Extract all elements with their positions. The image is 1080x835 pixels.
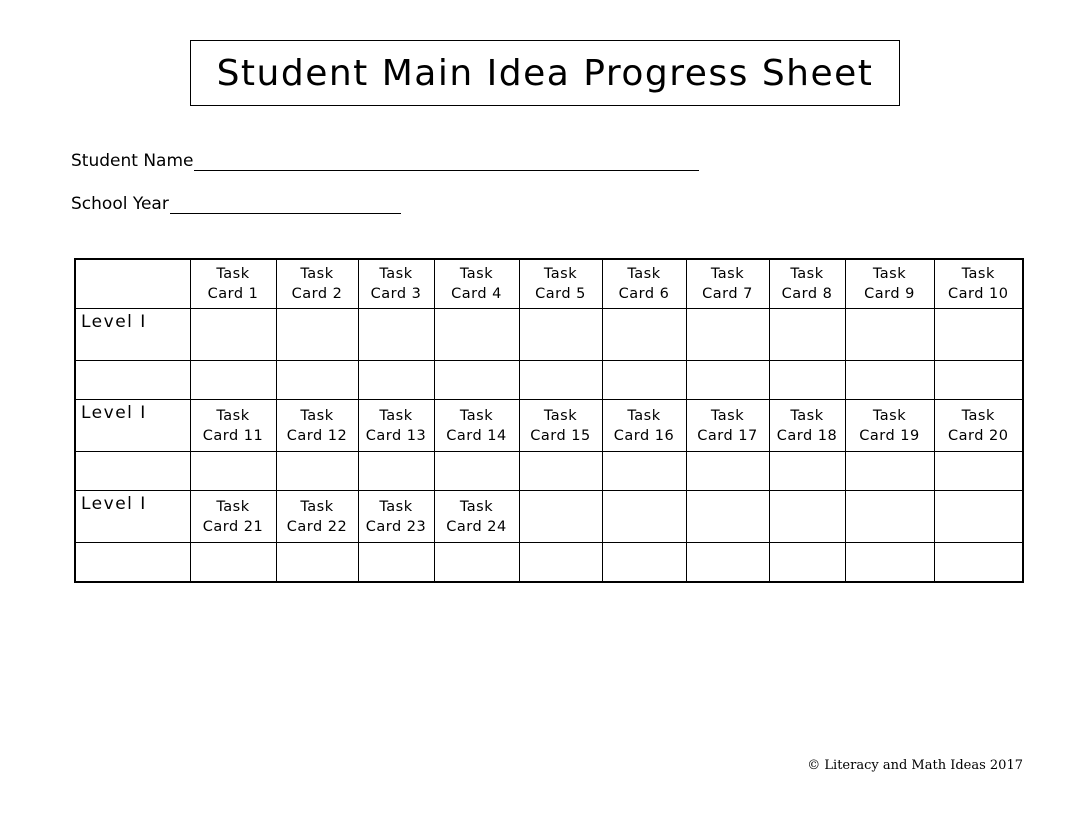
task-card-header: [190, 259, 276, 309]
student-name-line[interactable]: [194, 152, 699, 171]
header-row-1: [75, 259, 1023, 309]
blank-label-cell: [75, 452, 190, 491]
score-cell[interactable]: [686, 543, 769, 583]
level-row-1: [75, 309, 1023, 361]
task-card-header: [358, 491, 434, 543]
card-number: Card 12: [286, 427, 348, 444]
score-cell[interactable]: [686, 452, 769, 491]
level-label-cell: [75, 309, 190, 361]
task-card-header: [276, 259, 358, 309]
score-cell[interactable]: [276, 543, 358, 583]
score-cell[interactable]: [769, 361, 845, 400]
score-cell[interactable]: [845, 361, 934, 400]
score-cell[interactable]: [358, 452, 434, 491]
score-cell[interactable]: [845, 309, 934, 361]
card-number: Card 5: [535, 286, 586, 302]
task-word: Task: [216, 498, 250, 515]
progress-table: [74, 258, 1024, 583]
empty-cell[interactable]: [519, 491, 602, 543]
page-title: Student Main Idea Progress Sheet: [216, 52, 874, 94]
empty-cell[interactable]: [845, 491, 934, 543]
card-number: Card 16: [613, 427, 675, 444]
copyright-text: © Literacy and Math Ideas 2017: [807, 758, 1023, 773]
score-cell[interactable]: [519, 543, 602, 583]
student-name-field: [71, 151, 699, 171]
level-label: Level I: [81, 403, 147, 423]
empty-cell[interactable]: [769, 491, 845, 543]
card-number: Card 6: [618, 286, 670, 302]
score-cell[interactable]: [519, 361, 602, 400]
task-word: Task: [379, 266, 413, 282]
score-cell[interactable]: [602, 309, 686, 361]
task-card-header: [845, 400, 934, 452]
task-card-header: [845, 259, 934, 309]
card-number: Card 11: [202, 427, 264, 444]
card-number: Card 15: [530, 427, 591, 444]
score-cell[interactable]: [934, 309, 1023, 361]
task-word: Task: [216, 407, 250, 424]
card-number: Card 4: [451, 286, 502, 302]
card-number: Card 22: [286, 518, 348, 535]
card-number: Card 13: [365, 427, 427, 444]
card-number: Card 20: [948, 427, 1009, 444]
task-card-header: [434, 259, 519, 309]
header-row-2: [75, 400, 1023, 452]
task-word: Task: [961, 266, 995, 282]
card-number: Card 14: [446, 427, 507, 444]
task-card-header: [934, 259, 1023, 309]
score-cell[interactable]: [190, 309, 276, 361]
task-word: Task: [459, 407, 494, 424]
score-cell[interactable]: [434, 452, 519, 491]
task-card-header: [769, 259, 845, 309]
task-word: Task: [379, 407, 413, 424]
task-card-header: [434, 491, 519, 543]
score-cell[interactable]: [434, 309, 519, 361]
card-number: Card 21: [202, 518, 264, 535]
task-word: Task: [710, 266, 745, 282]
score-cell[interactable]: [602, 543, 686, 583]
blank-label-cell: [75, 361, 190, 400]
score-cell[interactable]: [686, 309, 769, 361]
card-number: Card 3: [370, 286, 422, 302]
card-number: Card 23: [365, 518, 427, 535]
score-cell[interactable]: [190, 452, 276, 491]
blank-row-1: [75, 361, 1023, 400]
task-word: Task: [543, 407, 578, 424]
score-cell[interactable]: [845, 543, 934, 583]
score-cell[interactable]: [769, 543, 845, 583]
task-word: Task: [300, 266, 334, 282]
task-word: Task: [216, 266, 250, 282]
task-card-header: [934, 400, 1023, 452]
card-number: Card 24: [446, 518, 507, 535]
score-cell[interactable]: [276, 361, 358, 400]
header-row-3: [75, 491, 1023, 543]
task-word: Task: [710, 407, 745, 424]
task-card-header: [519, 259, 602, 309]
school-year-line[interactable]: [170, 195, 401, 214]
blank-row-3: [75, 543, 1023, 583]
task-word: Task: [300, 407, 334, 424]
score-cell[interactable]: [769, 452, 845, 491]
score-cell[interactable]: [434, 543, 519, 583]
card-number: Card 2: [291, 286, 343, 302]
task-word: Task: [627, 266, 661, 282]
empty-cell[interactable]: [934, 491, 1023, 543]
task-card-header: [276, 400, 358, 452]
score-cell[interactable]: [519, 309, 602, 361]
score-cell[interactable]: [190, 543, 276, 583]
score-cell[interactable]: [769, 309, 845, 361]
score-cell[interactable]: [358, 543, 434, 583]
task-card-header: [190, 491, 276, 543]
task-word: Task: [379, 498, 413, 515]
blank-label-cell: [75, 543, 190, 583]
score-cell[interactable]: [276, 309, 358, 361]
task-word: Task: [790, 266, 824, 282]
task-card-header: [276, 491, 358, 543]
task-word: Task: [790, 407, 824, 424]
task-word: Task: [543, 266, 578, 282]
task-card-header: [686, 400, 769, 452]
level-label: Level I: [81, 312, 147, 332]
card-number: Card 9: [864, 286, 915, 302]
card-number: Card 17: [697, 427, 758, 444]
score-cell[interactable]: [845, 452, 934, 491]
task-card-header: [602, 400, 686, 452]
task-word: Task: [872, 266, 907, 282]
score-cell[interactable]: [602, 452, 686, 491]
score-cell[interactable]: [934, 543, 1023, 583]
task-word: Task: [459, 498, 494, 515]
score-cell[interactable]: [686, 361, 769, 400]
task-card-header: [190, 400, 276, 452]
score-cell[interactable]: [276, 452, 358, 491]
corner-cell: [75, 259, 190, 309]
score-cell[interactable]: [358, 309, 434, 361]
empty-cell[interactable]: [602, 491, 686, 543]
card-number: Card 8: [781, 286, 833, 302]
level-label-cell: [75, 491, 190, 543]
title-box: [190, 40, 900, 106]
score-cell[interactable]: [190, 361, 276, 400]
card-number: Card 7: [702, 286, 753, 302]
task-word: Task: [459, 266, 494, 282]
school-year-field: [71, 194, 401, 214]
task-card-header: [358, 400, 434, 452]
score-cell[interactable]: [358, 361, 434, 400]
score-cell[interactable]: [934, 452, 1023, 491]
level-label: Level I: [81, 494, 147, 514]
student-name-label: Student Name: [71, 151, 194, 171]
score-cell[interactable]: [434, 361, 519, 400]
task-card-header: [519, 400, 602, 452]
task-word: Task: [300, 498, 334, 515]
card-number: Card 18: [776, 427, 838, 444]
task-card-header: [769, 400, 845, 452]
blank-row-2: [75, 452, 1023, 491]
task-card-header: [686, 259, 769, 309]
task-card-header: [358, 259, 434, 309]
card-number: Card 10: [948, 286, 1009, 302]
task-word: Task: [872, 407, 907, 424]
card-number: Card 19: [859, 427, 920, 444]
level-label-cell: [75, 400, 190, 452]
empty-cell[interactable]: [686, 491, 769, 543]
task-card-header: [434, 400, 519, 452]
score-cell[interactable]: [934, 361, 1023, 400]
task-card-header: [602, 259, 686, 309]
card-number: Card 1: [207, 286, 259, 302]
task-word: Task: [627, 407, 661, 424]
score-cell[interactable]: [519, 452, 602, 491]
score-cell[interactable]: [602, 361, 686, 400]
task-word: Task: [961, 407, 995, 424]
school-year-label: School Year: [71, 194, 169, 214]
